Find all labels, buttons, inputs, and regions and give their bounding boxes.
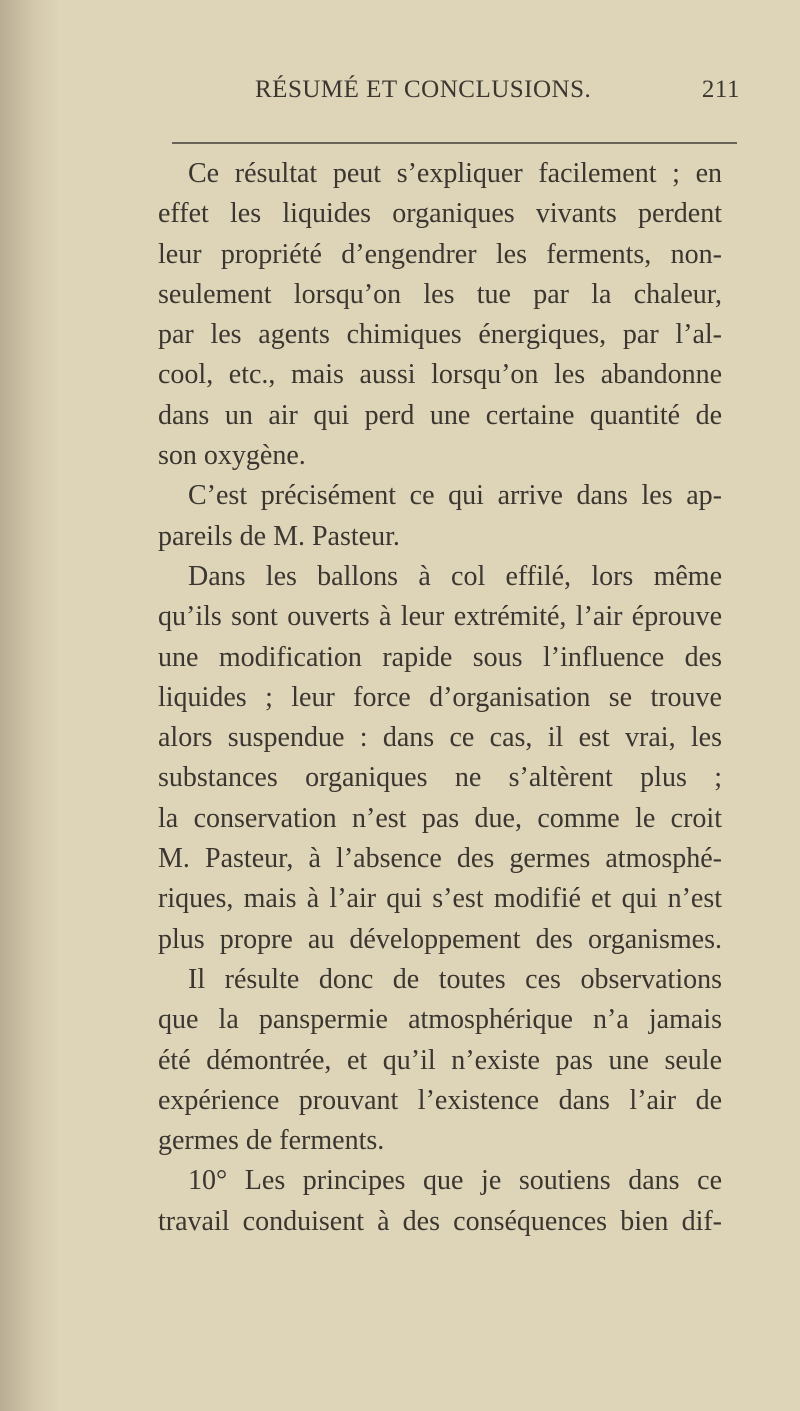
text-line: riques, mais à l’air qui s’est modifié et qui n’est — [158, 883, 722, 915]
text-line: C’est précisément ce qui arrive dans les ap- — [188, 480, 722, 512]
text-line: germes de ferments. — [158, 1125, 385, 1157]
text-line: que la panspermie atmosphérique n’a jamais — [158, 1004, 722, 1036]
text-line: pareils de M. Pasteur. — [158, 520, 400, 552]
text-line: dans un air qui perd une certaine quantité de — [158, 399, 722, 431]
text-line: expérience prouvant l’existence dans l’air de — [158, 1084, 722, 1116]
page-number: 211 — [701, 76, 740, 103]
text-line: son oxygène. — [158, 440, 306, 472]
running-title: RÉSUMÉ ET CONCLUSIONS. — [255, 76, 592, 103]
text-line: seulement lorsqu’on les tue par la chaleur, — [158, 278, 722, 310]
text-line: cool, etc., mais aussi lorsqu’on les abandonne — [158, 359, 722, 391]
header-rule — [172, 142, 737, 144]
text-line: alors suspendue : dans ce cas, il est vrai, les — [158, 722, 722, 754]
text-line: liquides ; leur force d’organisation se trouve — [158, 681, 722, 713]
text-line: été démontrée, et qu’il n’existe pas une seule — [158, 1044, 722, 1076]
text-line: leur propriété d’engendrer les ferments, non- — [158, 238, 722, 270]
text-line: plus propre au développement des organismes. — [158, 923, 722, 955]
text-line: qu’ils sont ouverts à leur extrémité, l’air éprouve — [158, 601, 722, 633]
text-line: 10° Les principes que je soutiens dans ce — [188, 1165, 722, 1197]
running-header — [255, 76, 740, 112]
text-line: par les agents chimiques énergiques, par l’al- — [158, 319, 722, 351]
text-line: M. Pasteur, à l’absence des germes atmosphé- — [158, 843, 722, 875]
text-line: Dans les ballons à col effilé, lors même — [188, 560, 722, 592]
text-line: la conservation n’est pas due, comme le croit — [158, 802, 722, 834]
text-line: Ce résultat peut s’expliquer facilement ; en — [188, 158, 722, 189]
text-line: substances organiques ne s’altèrent plus ; — [158, 762, 722, 794]
body-text — [158, 154, 722, 1242]
page-gutter-shadow — [0, 0, 60, 1411]
text-line: Il résulte donc de toutes ces observations — [188, 963, 722, 995]
text-line: une modification rapide sous l’influence des — [158, 641, 722, 673]
text-line: effet les liquides organiques vivants perdent — [158, 198, 722, 230]
text-line: travail conduisent à des conséquences bien dif- — [158, 1205, 722, 1237]
